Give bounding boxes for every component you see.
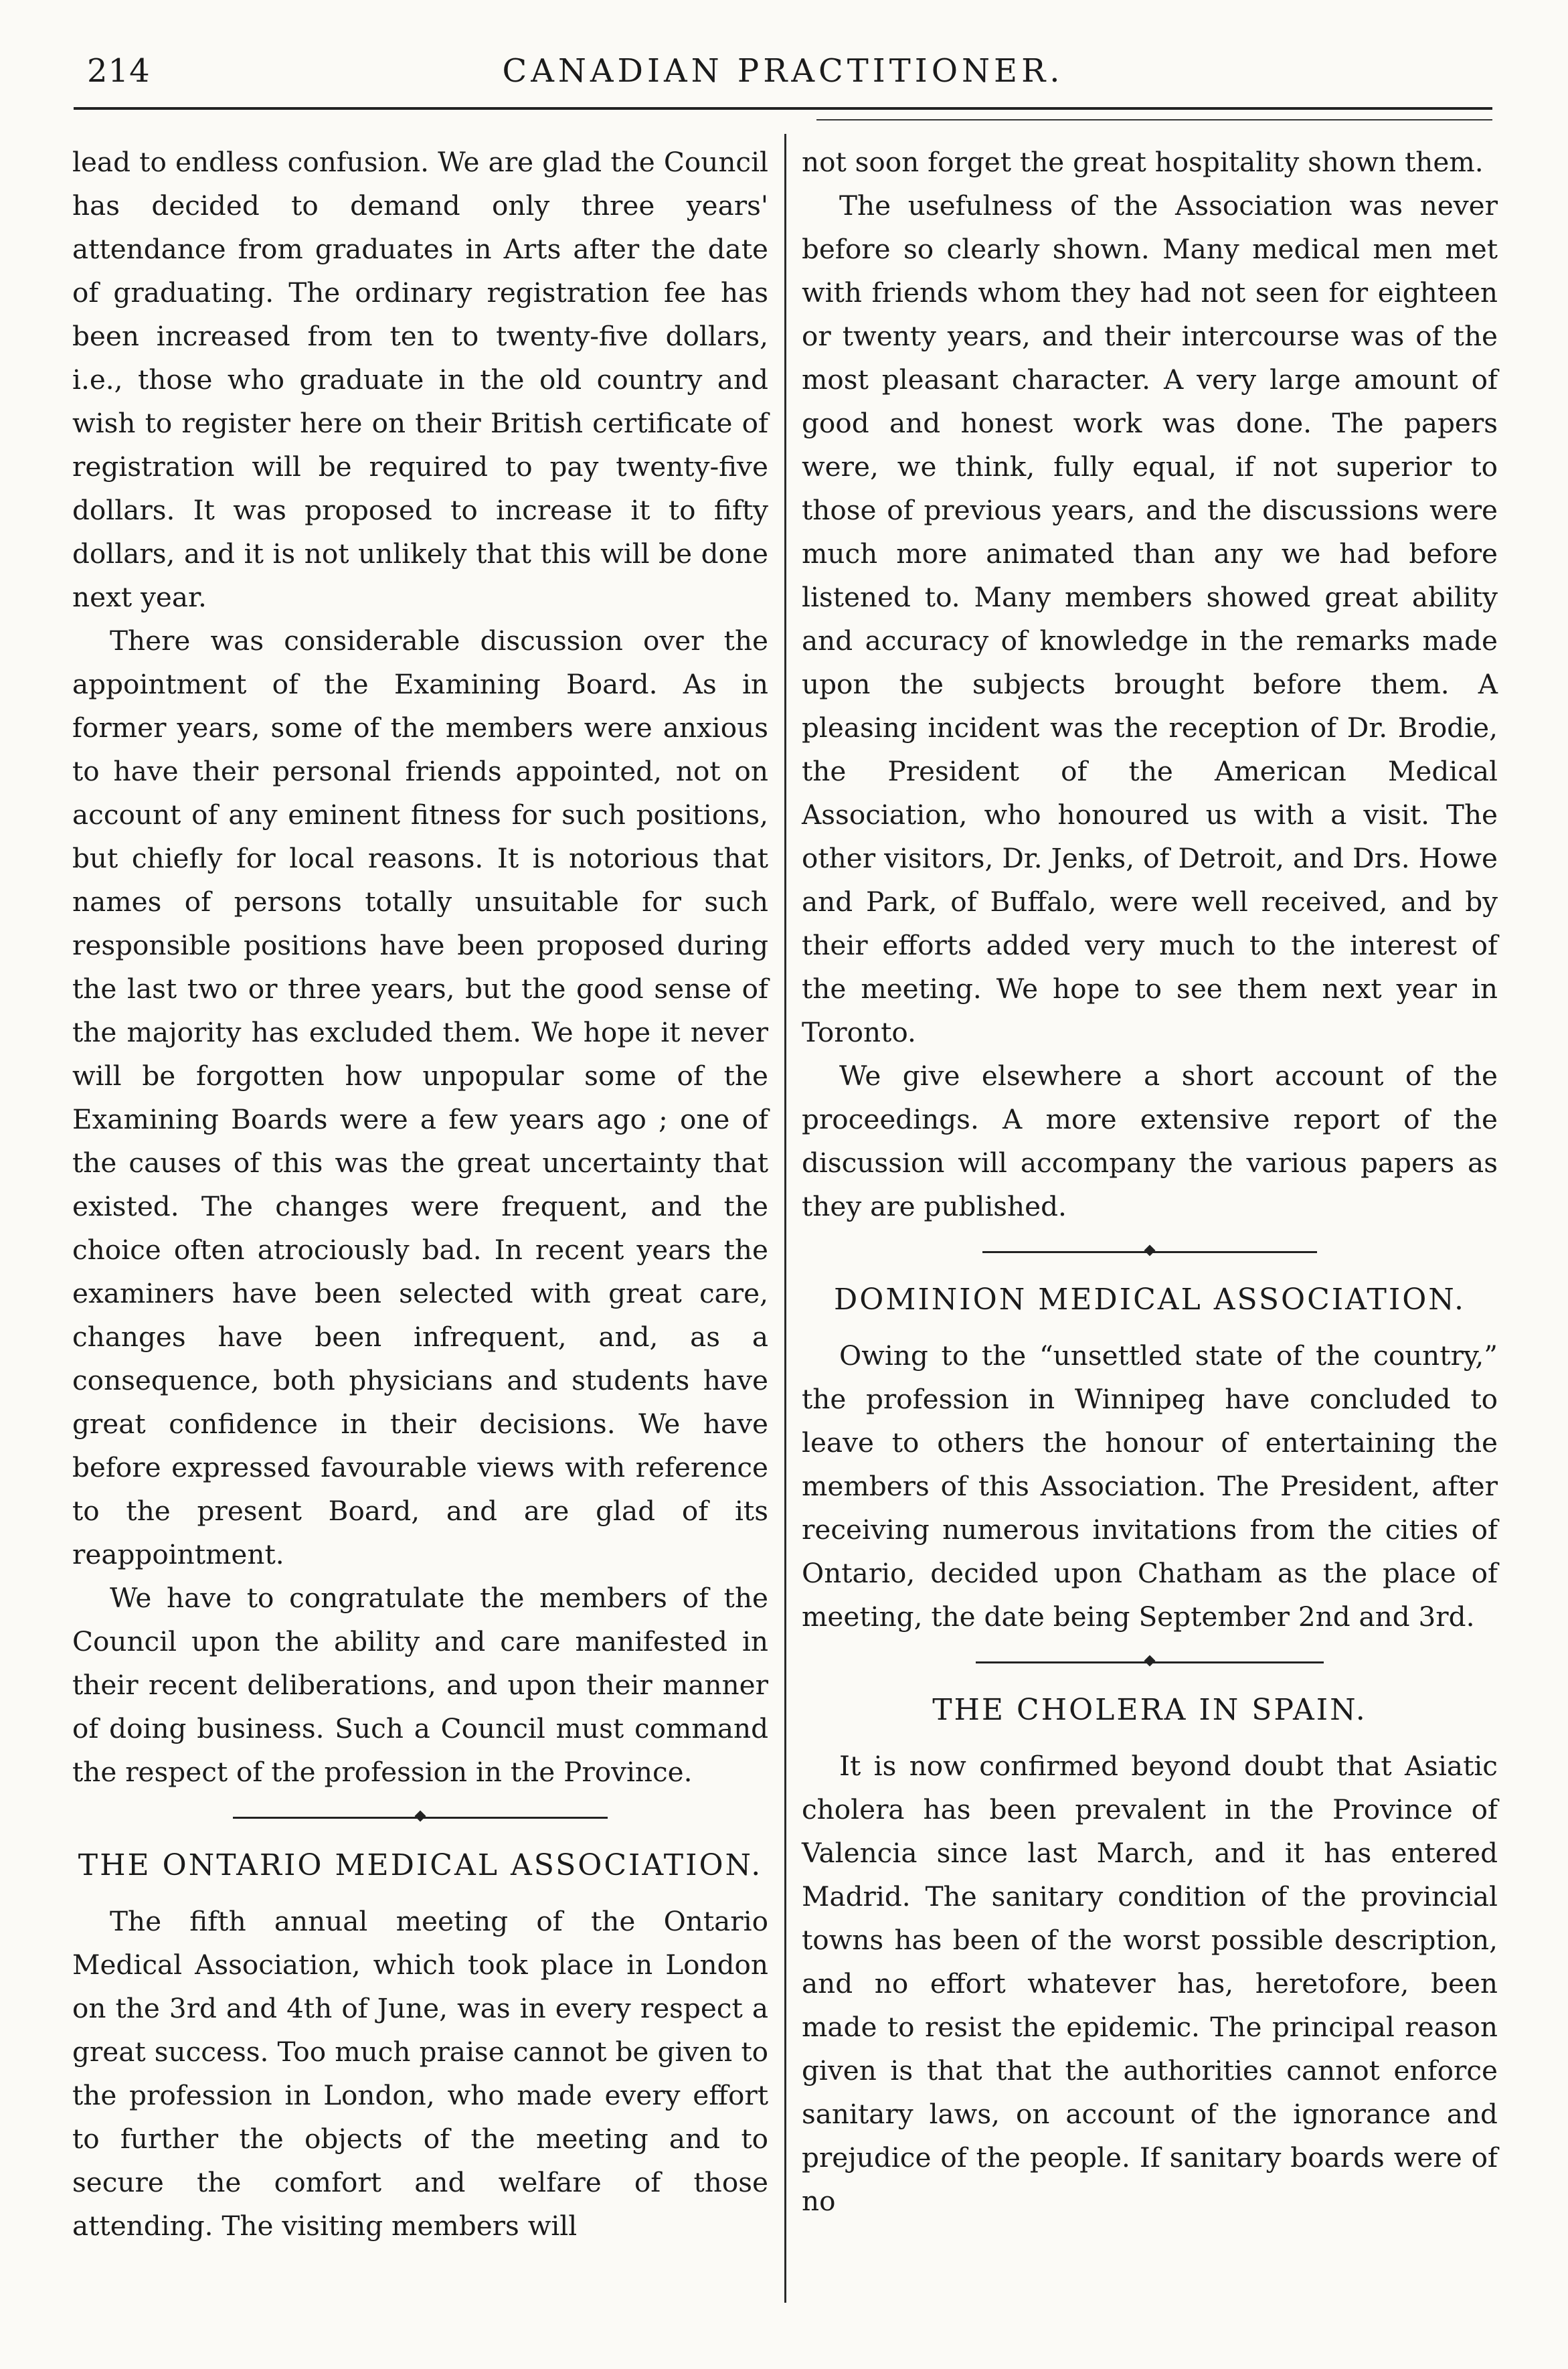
- paragraph: not soon forget the great hospitality shown them.: [802, 146, 1484, 178]
- header-rule: [74, 107, 1492, 110]
- paragraph: Owing to the “unsettled state of the country,” the profession in Winnipeg have concluded to leave to others the honour of entertaining the members of this Association. The President, after receiving numerous invitations from the cities of Ontario, decided upon Chatham as the place of meeting, the date being September 2nd and 3rd.: [802, 1339, 1498, 1633]
- paragraph: We give elsewhere a short account of the proceedings. A more extensive report of the discussion will accompany the various papers as they are published.: [802, 1060, 1498, 1222]
- paragraph: We have to congratulate the members of the Council upon the ability and care manifested in their recent deliberations, and upon their manner of doing business. Such a Council must command the respect of the profession in the Province.: [72, 1582, 768, 1788]
- page-number: 214: [87, 52, 151, 90]
- section-divider-ornament: [233, 1814, 608, 1821]
- paragraph: There was considerable discussion over the appointment of the Examining Board. As in former years, some of the members were anxious to have their personal friends appointed, not on account of any eminent fitness for such positions, but chiefly for local reasons. It is notorious that names of persons totally unsuitable for such responsible positions have been proposed during the last two or three years, but the good sense of the majority has excluded them. We hope it never will be forgotten how unpopular some of the Examining Boards were a few years ago ; one of the causes of this was the great uncertainty that existed. The changes were frequent, and the choice often atrociously bad. In recent years the examiners have been selected with great care, changes have been infrequent, and, as a consequence, both physicians and students have great confidence in their decisions. We have before expressed favourable views with reference to the present Board, and are glad of its reappointment.: [72, 625, 768, 1570]
- left-column: [72, 141, 768, 2248]
- section-divider-ornament: [976, 1659, 1324, 1665]
- paragraph: It is now confirmed beyond doubt that Asiatic cholera has been prevalent in the Province of Valencia since last March, and it has entered Madrid. The sanitary condition of the provincial towns has been of the worst possible description, and no effort whatever has, heretofore, been made to resist the epidemic. The principal reason given is that that the authorities cannot enforce sanitary laws, on account of the ignorance and prejudice of the people. If sanitary boards were of no: [802, 1750, 1498, 2217]
- running-head: [74, 52, 1492, 100]
- header-rule-secondary: [816, 119, 1492, 120]
- paragraph: The usefulness of the Association was never before so clearly shown. Many medical men met with friends whom they had not seen for eighteen or twenty years, and their intercourse was of the most pleasant character. A very large amount of good and honest work was done. The papers were, we think, fully equal, if not superior to those of previous years, and the discussions were much more animated than any we had before listened to. Many members showed great ability and accuracy of knowledge in the remarks made upon the subjects brought before them. A pleasing incident was the reception of Dr. Brodie, the President of the American Medical Association, who honoured us with a visit. The other visitors, Dr. Jenks, of Detroit, and Drs. Howe and Park, of Buffalo, were well received, and by their efforts added very much to the interest of the meeting. We hope to see them next year in Toronto.: [802, 189, 1498, 1048]
- section-heading-dominion: DOMINION MEDICAL ASSOCIATION.: [834, 1283, 1466, 1317]
- diamond-ornament-icon: [1144, 1655, 1156, 1667]
- paragraph: The fifth annual meeting of the Ontario Medical Association, which took place in London on the 3rd and 4th of June, was in every respect a great success. Too much praise cannot be given to the profession in London, who made every effort to further the objects of the meeting and to secure the comfort and welfare of those attending. The visiting members will: [72, 1905, 768, 2242]
- section-heading-ontario: THE ONTARIO MEDICAL ASSOCIATION.: [78, 1848, 763, 1882]
- right-column: [802, 141, 1498, 2223]
- section-heading-cholera: THE CHOLERA IN SPAIN.: [932, 1693, 1367, 1727]
- column-divider: [784, 134, 786, 2303]
- diamond-ornament-icon: [415, 1811, 426, 1822]
- journal-title: CANADIAN PRACTITIONER.: [502, 52, 1064, 90]
- diamond-ornament-icon: [1144, 1245, 1156, 1256]
- section-divider-ornament: [982, 1248, 1317, 1255]
- paragraph: lead to endless confusion. We are glad the Council has decided to demand only three years' attendance from graduates in Arts after the date of graduating. The ordinary registration fee has been increased from ten to twenty-five dollars, i.e., those who graduate in the old country and wish to register here on their British certificate of registration will be required to pay twenty-five dollars. It was proposed to increase it to fifty dollars, and it is not unlikely that this will be done next year.: [72, 146, 768, 613]
